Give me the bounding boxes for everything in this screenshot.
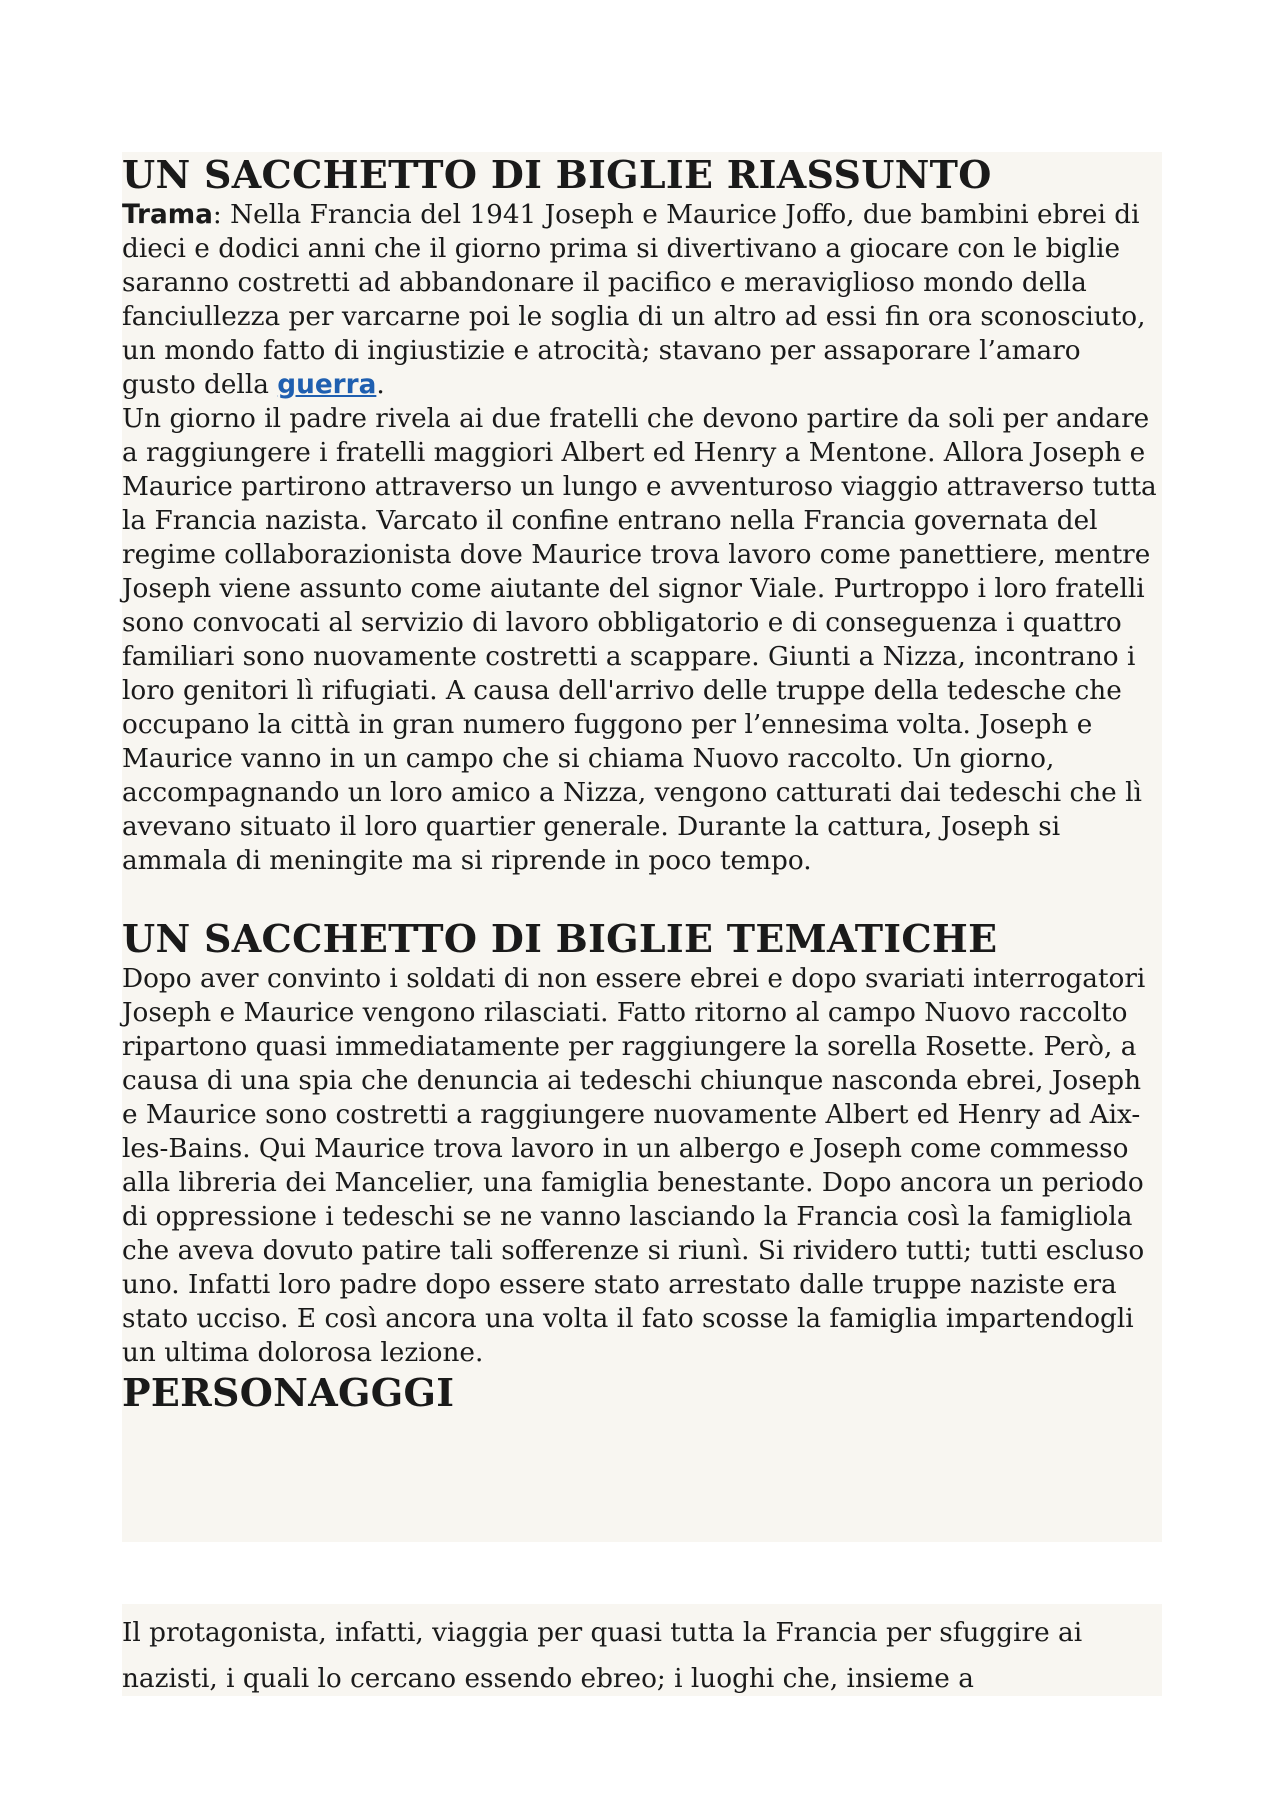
section-title-tematiche: UN SACCHETTO DI BIGLIE TEMATICHE — [122, 916, 998, 961]
bottom-block — [122, 1604, 1162, 1696]
paragraph-tematiche: Dopo aver convinto i soldati di non essere ebrei e dopo svariati interrogatori Joseph e Maurice vengono rilasciati. Fatto ritorno al campo Nuovo raccolto ripartono quasi immediatamente per raggiungere la sorella Rosette. Però, a causa di una spia che denuncia ai tedeschi chiunque nasconda ebrei, Joseph e Maurice sono costretti a raggiungere nuovamente Albert ed Henry ad Aix-les-Bains. Qui Maurice trova lavoro in un albergo e Joseph come commesso alla libreria dei Mancelier, una famiglia benestante. Dopo ancora un periodo di oppressione i tedeschi se ne vanno lasciando la Francia così la famigliola che aveva dovuto patire tali sofferenze si riunì. Si rividero tutti; tutti escluso uno. Infatti loro padre dopo essere stato arrestato dalle truppe naziste era stato ucciso. E così ancora una volta il fato scosse la famiglia impartendogli un ultima dolorosa lezione. — [122, 964, 1146, 1368]
paragraph-trama — [122, 198, 1162, 402]
content-block — [122, 152, 1162, 1542]
lead-label: Trama — [122, 200, 213, 230]
section-title-personaggi: PERSONAGGGI — [122, 1370, 455, 1415]
paragraph-protagonista: Il protagonista, infatti, viaggia per quasi tutta la Francia per sfuggire ai nazisti, i quali lo cercano essendo ebreo; i luoghi che, insieme a — [122, 1618, 1083, 1694]
lead-colon: : — [212, 200, 222, 230]
section-title-riassunto: UN SACCHETTO DI BIGLIE RIASSUNTO — [122, 152, 992, 197]
paragraph-riassunto: Un giorno il padre rivela ai due fratelli che devono partire da soli per andare a raggiungere i fratelli maggiori Albert ed Henry a Mentone. Allora Joseph e Maurice partirono attraverso un lungo e avventuroso viaggio attraverso tutta la Francia nazista. Varcato il confine entrano nella Francia governata del regime collaborazionista dove Maurice trova lavoro come panettiere, mentre Joseph viene assunto come aiutante del signor Viale. Purtroppo i loro fratelli sono convocati al servizio di lavoro obbligatorio e di conseguenza i quattro familiari sono nuovamente costretti a scappare. Giunti a Nizza, incontrano i loro genitori lì rifugiati. A causa dell'arrivo delle truppe della tedesche che occupano la città in gran numero fuggono per l’ennesima volta. Joseph e Maurice vanno in un campo che si chiama Nuovo raccolto. Un giorno, accompagnando un loro amico a Nizza, vengono catturati dai tedeschi che lì avevano situato il loro quartier generale. Durante la cattura, Joseph si ammala di meningite ma si riprende in poco tempo. — [122, 404, 1157, 876]
paragraph-trama-text: Nella Francia del 1941 Joseph e Maurice Joffo, due bambini ebrei di dieci e dodici anni che il giorno prima si divertivano a giocare con le biglie saranno costretti ad abbandonare il pacifico e meraviglioso mondo della fanciullezza per varcarne poi le soglia di un altro ad essi fin ora sconosciuto, un mondo fatto di ingiustizie e atrocità; stavano per assaporare l’amaro gusto della — [122, 200, 1146, 400]
guerra-link[interactable]: guerra — [277, 370, 377, 400]
spacer — [122, 878, 1162, 916]
paragraph-trama-end: . — [376, 370, 385, 400]
